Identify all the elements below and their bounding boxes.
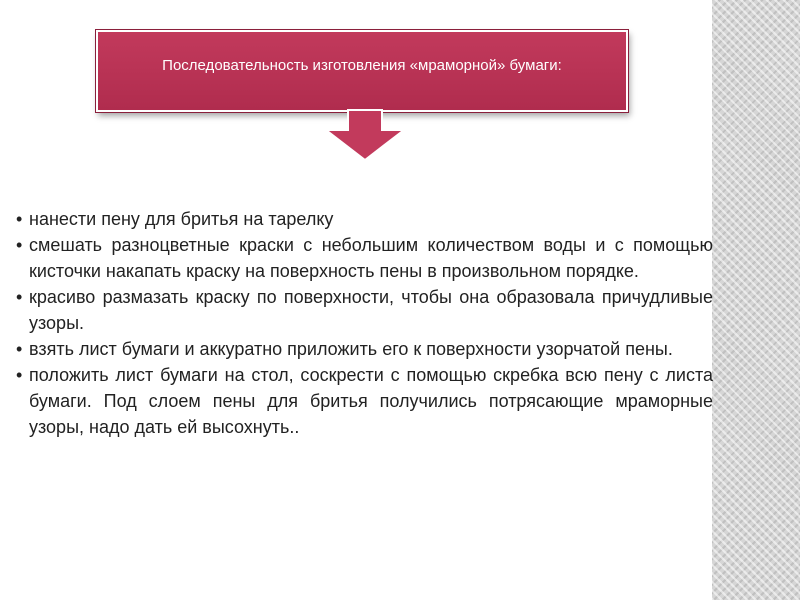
step-item-3 bbox=[16, 284, 713, 336]
header-callout bbox=[96, 30, 628, 112]
decorative-side-stripe bbox=[712, 0, 800, 600]
bullet: • bbox=[16, 287, 23, 307]
steps-list bbox=[16, 206, 713, 440]
down-arrow-icon bbox=[320, 108, 410, 164]
bullet: • bbox=[16, 209, 23, 229]
bullet: • bbox=[16, 339, 23, 359]
step-item-2 bbox=[16, 232, 713, 284]
step-item-1 bbox=[16, 206, 713, 232]
bullet: • bbox=[16, 365, 23, 385]
step-text: взять лист бумаги и аккуратно приложить его к поверхности узорчатой пены. bbox=[29, 339, 673, 359]
step-item-5 bbox=[16, 362, 713, 440]
step-text: положить лист бумаги на стол, соскрести с помощью скребка всю пену с листа бумаги. Под слоем пены для бритья получились потрясающие мраморные узоры, надо дать ей высохнуть.. bbox=[29, 365, 713, 437]
step-text: смешать разноцветные краски с небольшим количеством воды и с помощью кисточки накапать краску на поверхность пены в произвольном порядке. bbox=[29, 235, 713, 281]
step-text: нанести пену для бритья на тарелку bbox=[29, 209, 334, 229]
header-title: Последовательность изготовления «мраморной» бумаги: bbox=[162, 57, 562, 74]
step-item-4 bbox=[16, 336, 713, 362]
bullet: • bbox=[16, 235, 23, 255]
step-text: красиво размазать краску по поверхности, чтобы она образовала причудливые узоры. bbox=[29, 287, 713, 333]
